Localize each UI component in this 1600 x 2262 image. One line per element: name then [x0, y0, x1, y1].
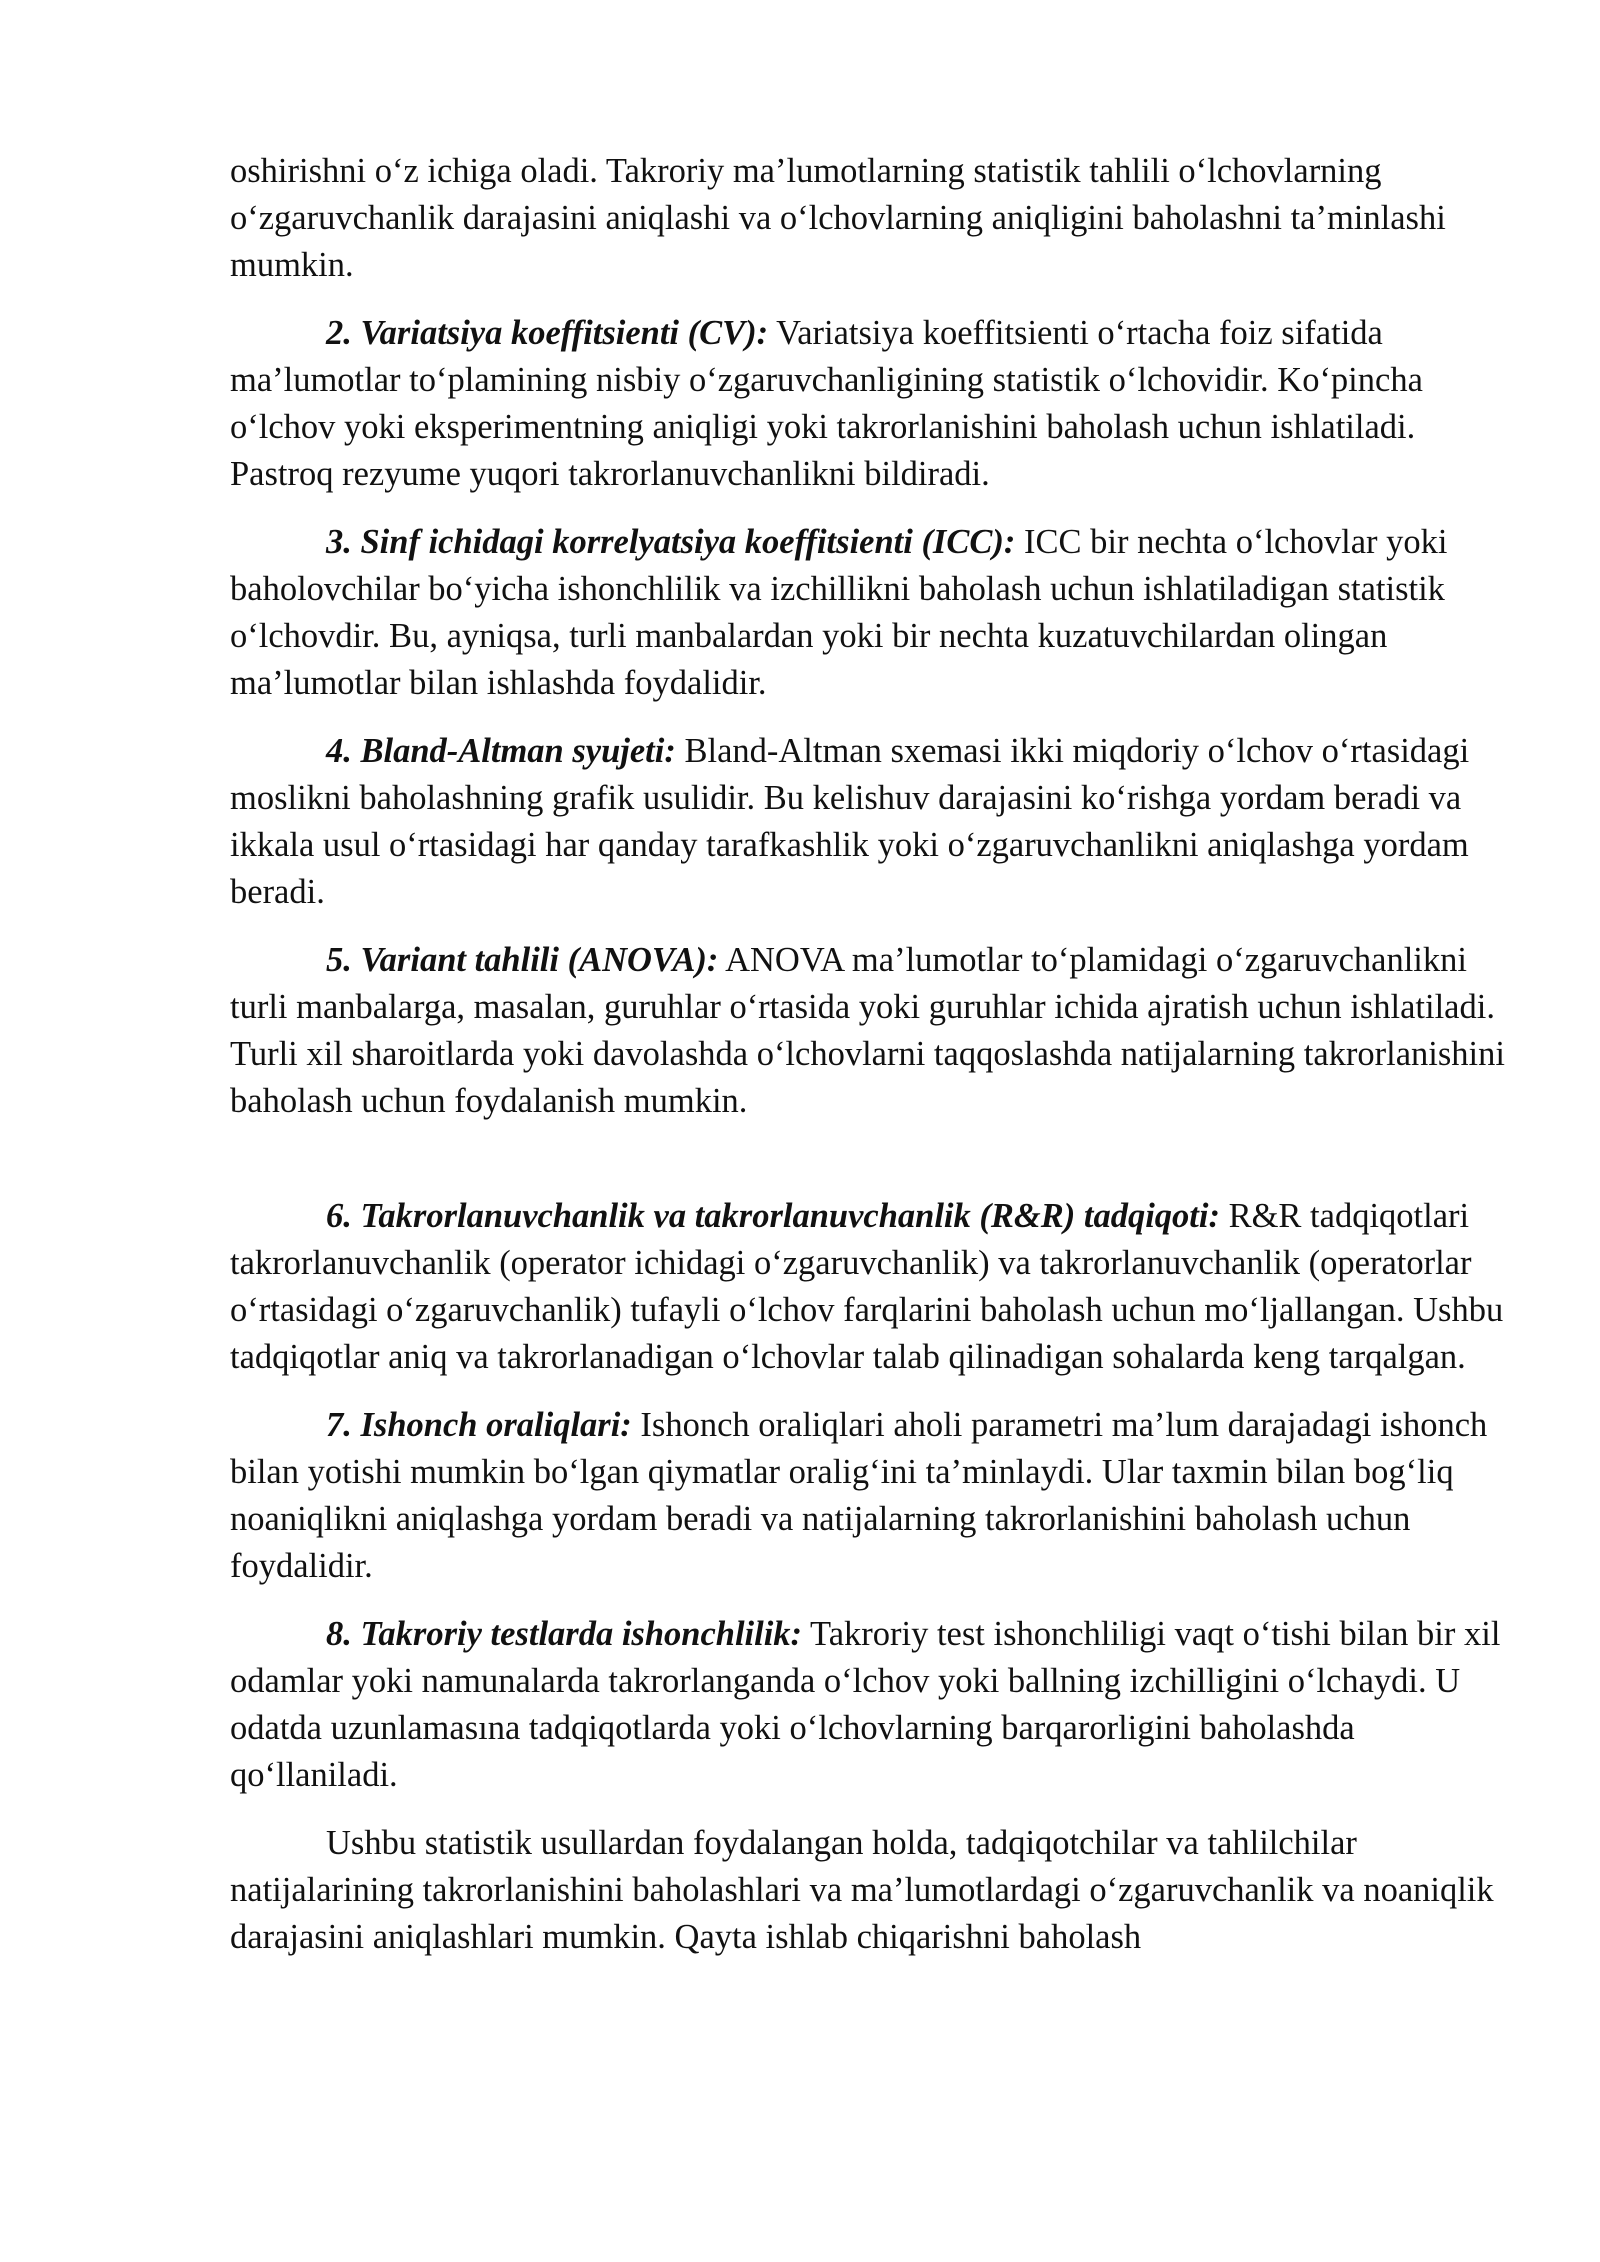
paragraph-term: 6. Takrorlanuvchanlik va takrorlanuvchanlik (R&R) tadqiqoti: — [326, 1197, 1220, 1235]
paragraph-intro-continuation — [230, 148, 1505, 289]
paragraph-text: Bland-Altman sxemasi ikki miqdoriy o‘lchov o‘rtasidagi moslikni baholashning grafik usulidir. Bu kelishuv darajasini ko‘rishga yordam beradi va ikkala usul o‘rtasidagi har qanday tarafkashlik yoki o‘zgaruvchanlikni aniqlashga yordam beradi. — [230, 732, 1470, 911]
paragraph-text: ANOVA ma’lumotlar to‘plamidagi o‘zgaruvchanlikni turli manbalarga, masalan, guruhlar o‘rtasida yoki guruhlar ichida ajratish uchun ishlatiladi. Turli xil sharoitlarda yoki davolashda o‘lchovlarni taqqoslashda natijalarning takrorlanishini baholash uchun foydalanish mumkin. — [230, 941, 1505, 1120]
paragraph-text: R&R tadqiqotlari takrorlanuvchanlik (operator ichidagi o‘zgaruvchanlik) va takrorlanuvchanlik (operatorlar o‘rtasidagi o‘zgaruvchanlik) tufayli o‘lchov farqlarini baholash uchun mo‘ljallangan. Ushbu tadqiqotlar aniq va takrorlanadigan o‘lchovlar talab qilinadigan sohalarda keng tarqalgan. — [230, 1197, 1504, 1376]
paragraph-icc — [230, 519, 1505, 707]
paragraph-confidence-intervals — [230, 1402, 1505, 1590]
paragraph-text: Ishonch oraliqlari aholi parametri ma’lum darajadagi ishonch bilan yotishi mumkin bo‘lgan qiymatlar oralig‘ini ta’minlaydi. Ular taxmin bilan bog‘liq noaniqlikni aniqlashga yordam beradi va natijalarning takrorlanishini baholash uchun foydalidir. — [230, 1406, 1488, 1585]
paragraph-anova — [230, 937, 1505, 1125]
paragraph-gauge-rr — [230, 1193, 1505, 1381]
paragraph-coefficient-of-variation — [230, 310, 1505, 498]
paragraph-term: 3. Sinf ichidagi korrelyatsiya koeffitsienti (ICC): — [326, 523, 1016, 561]
paragraph-test-retest — [230, 1611, 1505, 1799]
paragraph-text: Takroriy test ishonchliligi vaqt o‘tishi bilan bir xil odamlar yoki namunalarda takrorlanganda o‘lchov yoki ballning izchilligini o‘lchaydi. U odatda uzunlamasına tadqiqotlarda yoki o‘lchovlarning barqarorligini baholashda qo‘llaniladi. — [230, 1615, 1501, 1794]
document-page — [230, 148, 1505, 1982]
paragraph-text: oshirishni o‘z ichiga oladi. Takroriy ma’lumotlarning statistik tahlili o‘lchovlarning o‘zgaruvchanlik darajasini aniqlashi va o‘lchovlarning aniqligini baholashni ta’minlashi mumkin. — [230, 152, 1446, 284]
paragraph-term: 5. Variant tahlili (ANOVA): — [326, 941, 719, 979]
paragraph-bland-altman — [230, 728, 1505, 916]
paragraph-term: 7. Ishonch oraliqlari: — [326, 1406, 632, 1444]
paragraph-text: Ushbu statistik usullardan foydalangan holda, tadqiqotchilar va tahlilchilar natijalarining takrorlanishini baholashlari va ma’lumotlardagi o‘zgaruvchanlik va noaniqlik darajasini aniqlashlari mumkin. Qayta ishlab chiqarishni baholash — [230, 1824, 1494, 1956]
paragraph-conclusion — [230, 1820, 1505, 1961]
paragraph-text: Variatsiya koeffitsienti o‘rtacha foiz sifatida ma’lumotlar to‘plamining nisbiy o‘zgaruvchanligining statistik o‘lchovidir. Ko‘pincha o‘lchov yoki eksperimentning aniqligi yoki takrorlanishini baholash uchun ishlatiladi. Pastroq rezyume yuqori takrorlanuvchanlikni bildiradi. — [230, 314, 1423, 493]
paragraph-term: 8. Takroriy testlarda ishonchlilik: — [326, 1615, 803, 1653]
paragraph-term: 2. Variatsiya koeffitsienti (CV): — [326, 314, 769, 352]
paragraph-term: 4. Bland-Altman syujeti: — [326, 732, 676, 770]
paragraph-text: ICC bir nechta o‘lchovlar yoki baholovchilar bo‘yicha ishonchlilik va izchillikni baholash uchun ishlatiladigan statistik o‘lchovdir. Bu, ayniqsa, turli manbalardan yoki bir nechta kuzatuvchilardan olingan ma’lumotlar bilan ishlashda foydalidir. — [230, 523, 1448, 702]
